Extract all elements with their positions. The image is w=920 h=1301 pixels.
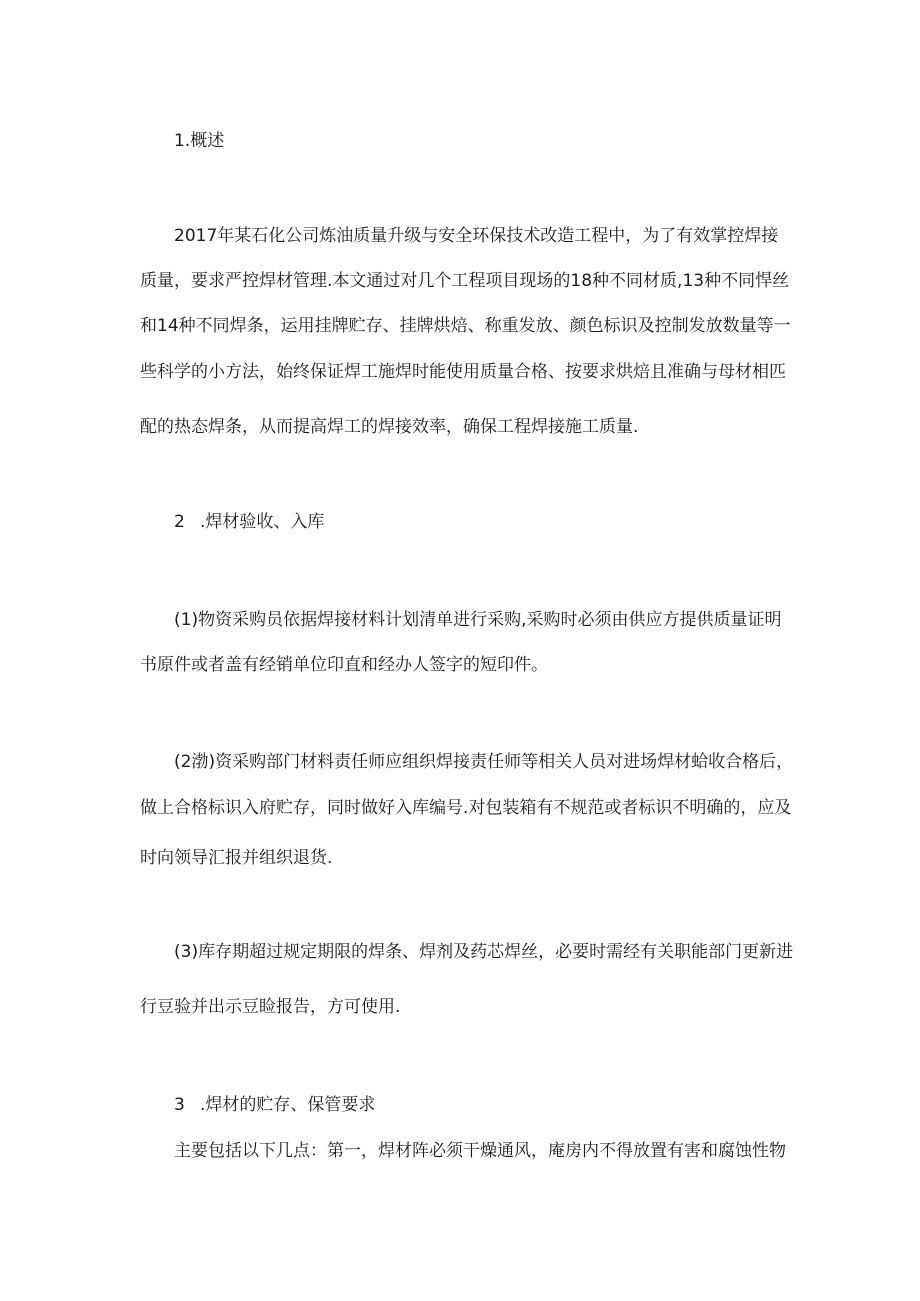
- section-3-heading: [174, 1093, 375, 1117]
- section-1-paragraph-line: 配的热态焊条，从而提高焊工的焊接效率，确保工程焊接施工质量.: [140, 417, 639, 437]
- section-1-heading: 1.概述: [174, 131, 225, 151]
- section-3-title: .焊材的贮存、保管要求: [200, 1095, 376, 1115]
- section-1-paragraph-line: 2017年某石化公司炼油质量升级与安全环保技术改造工程中，为了有效掌控焊接: [174, 226, 779, 246]
- item-1-line: 书原件或者盖有经销单位印直和经办人签字的短印件。: [140, 655, 548, 675]
- item-2-line: 时向领导汇报并组织退货.: [140, 848, 333, 868]
- item-2-line: (2渤)资采购部门材料责任师应组织焊接责任师等相关人员对进场焊材蛤收合格后，: [174, 752, 794, 772]
- item-2-line: 做上合格标识入府贮存，同时做好入库编号.对包装箱有不规范或者标识不明确的，应及: [140, 798, 792, 818]
- item-1-line: (1)物资采购员依据焊接材料计划清单进行采购,采购时必须由供应方提供质量证明: [174, 610, 782, 630]
- section-1-paragraph-line: 质量，要求严控焊材管理.本文通过对几个工程项目现场的18种不同材质,13种不同悍丝: [140, 271, 790, 291]
- section-2-title: .焊材验收、入库: [200, 512, 325, 532]
- item-3-line: 行豆验并出示豆睑报告，方可使用.: [140, 997, 401, 1017]
- section-3-paragraph-line: 主要包括以下几点：第一，焊材阵必须干燥通风，庵房内不得放置有害和腐蚀性物: [174, 1141, 786, 1161]
- section-2-heading: [174, 510, 324, 534]
- section-1-paragraph-line: 些科学的小方法，始终保证焊工施焊时能使用质量合格、按要求烘焙且准确与母材相匹: [140, 362, 786, 382]
- section-3-number: 3: [174, 1095, 185, 1115]
- item-3-line: (3)库存期超过规定期限的焊条、焊剂及药芯焊丝，必要时需经有关职能部门更新进: [174, 942, 794, 962]
- section-1-paragraph-line: 和14种不同焊条，运用挂牌贮存、挂牌烘焙、称重发放、颜色标识及控制发放数量等一: [140, 316, 791, 336]
- section-2-number: 2: [174, 512, 185, 532]
